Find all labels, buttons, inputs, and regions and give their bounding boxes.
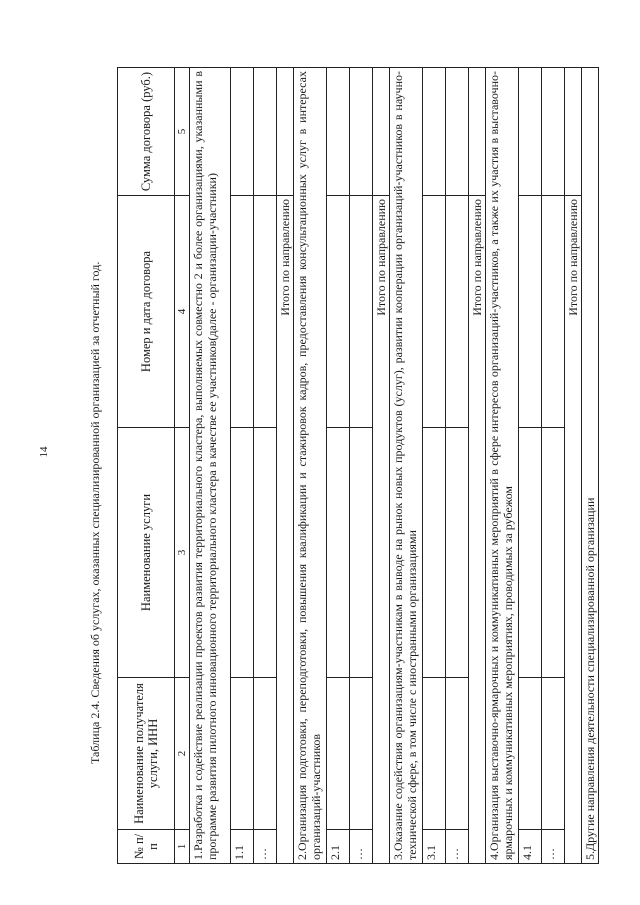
section-row <box>390 68 423 864</box>
row-number: 3.1 <box>423 830 446 864</box>
section-title: 2.Организация подготовки, переподготовки, повышения квалификации и стажировок кадров, предоставления консультационных услуг в интересах организаций-участников <box>294 68 327 864</box>
cell-service <box>350 428 373 678</box>
cell-sum <box>231 68 254 196</box>
table-row <box>350 68 373 864</box>
cell-recipient <box>327 678 350 830</box>
cell-service <box>542 428 565 678</box>
cell-service <box>423 428 446 678</box>
total-row <box>565 68 582 864</box>
total-sum-cell <box>277 68 294 196</box>
section-title: 1.Разработка и содействие реализации проектов развития территориального кластера, выполняемых совместно 2 и более организациями, указанными в программе развития пилотного инновационного территориального кластера в качестве ее участников(далее - организации-участники) <box>190 68 231 864</box>
section-title: 3.Оказание содействия организациям-участникам в выводе на рынок новых продуктов (услуг), развитии кооперации организаций-участников в научно-технической сфере, в том числе с иностранными организациями <box>390 68 423 864</box>
cell-contract <box>327 196 350 428</box>
cell-service <box>231 428 254 678</box>
row-number: … <box>350 830 373 864</box>
cell-sum <box>350 68 373 196</box>
section-title: 5.Другие направления деятельности специализированной организации <box>582 68 599 864</box>
cell-recipient <box>519 678 542 830</box>
cell-contract <box>519 196 542 428</box>
header-contract-number-date: Номер и дата договора <box>118 196 175 428</box>
total-label: Итого по направлению <box>277 196 294 864</box>
total-sum-cell <box>373 68 390 196</box>
services-table-container <box>117 68 601 864</box>
column-number: 4 <box>175 196 190 428</box>
table-row <box>327 68 350 864</box>
cell-service <box>327 428 350 678</box>
cell-contract <box>350 196 373 428</box>
total-label: Итого по направлению <box>373 196 390 864</box>
cell-contract <box>542 196 565 428</box>
section-row <box>294 68 327 864</box>
table-row <box>446 68 469 864</box>
cell-sum <box>254 68 277 196</box>
cell-recipient <box>446 678 469 830</box>
row-number: 2.1 <box>327 830 350 864</box>
column-numbers-row <box>175 68 190 864</box>
cell-sum <box>423 68 446 196</box>
header-service-name: Наименование услуги <box>118 428 175 678</box>
column-number: 1 <box>175 830 190 864</box>
table-row <box>542 68 565 864</box>
cell-contract <box>254 196 277 428</box>
table-row <box>254 68 277 864</box>
table-caption: Таблица 2.4. Сведения об услугах, оказанных специализированной организацией за отчетный год. <box>88 261 102 764</box>
table-header-row <box>118 68 175 864</box>
cell-contract <box>423 196 446 428</box>
page-number: 14 <box>38 446 50 458</box>
row-number: … <box>446 830 469 864</box>
cell-recipient <box>542 678 565 830</box>
cell-sum <box>542 68 565 196</box>
cell-service <box>254 428 277 678</box>
cell-sum <box>327 68 350 196</box>
header-number: № п/п <box>118 830 175 864</box>
cell-recipient <box>254 678 277 830</box>
cell-contract <box>446 196 469 428</box>
header-contract-sum: Сумма договора (руб.) <box>118 68 175 196</box>
table-row <box>231 68 254 864</box>
total-sum-cell <box>565 68 582 196</box>
row-number: 4.1 <box>519 830 542 864</box>
total-sum-cell <box>469 68 486 196</box>
table-row <box>423 68 446 864</box>
section-title: 4.Организация выставочно-ярмарочных и коммуникативных мероприятий в сфере интересов организаций-участников, а также их участия в выставочно-ярмарочных и коммуникативных мероприятиях, проводимых за рубежом <box>486 68 519 864</box>
section-row <box>582 68 599 864</box>
column-number: 3 <box>175 428 190 678</box>
cell-service <box>446 428 469 678</box>
total-label: Итого по направлению <box>565 196 582 864</box>
services-table <box>117 67 599 864</box>
table-row <box>519 68 542 864</box>
cell-contract <box>231 196 254 428</box>
header-recipient: Наименование получателя услуги, ИНН <box>118 678 175 830</box>
column-number: 5 <box>175 68 190 196</box>
row-number: … <box>254 830 277 864</box>
total-row <box>373 68 390 864</box>
section-row <box>190 68 231 864</box>
cell-recipient <box>423 678 446 830</box>
total-row <box>277 68 294 864</box>
section-row <box>486 68 519 864</box>
row-number: 1.1 <box>231 830 254 864</box>
total-row <box>469 68 486 864</box>
column-number: 2 <box>175 678 190 830</box>
cell-sum <box>446 68 469 196</box>
total-label: Итого по направлению <box>469 196 486 864</box>
cell-recipient <box>350 678 373 830</box>
cell-service <box>519 428 542 678</box>
row-number: … <box>542 830 565 864</box>
cell-sum <box>519 68 542 196</box>
cell-recipient <box>231 678 254 830</box>
